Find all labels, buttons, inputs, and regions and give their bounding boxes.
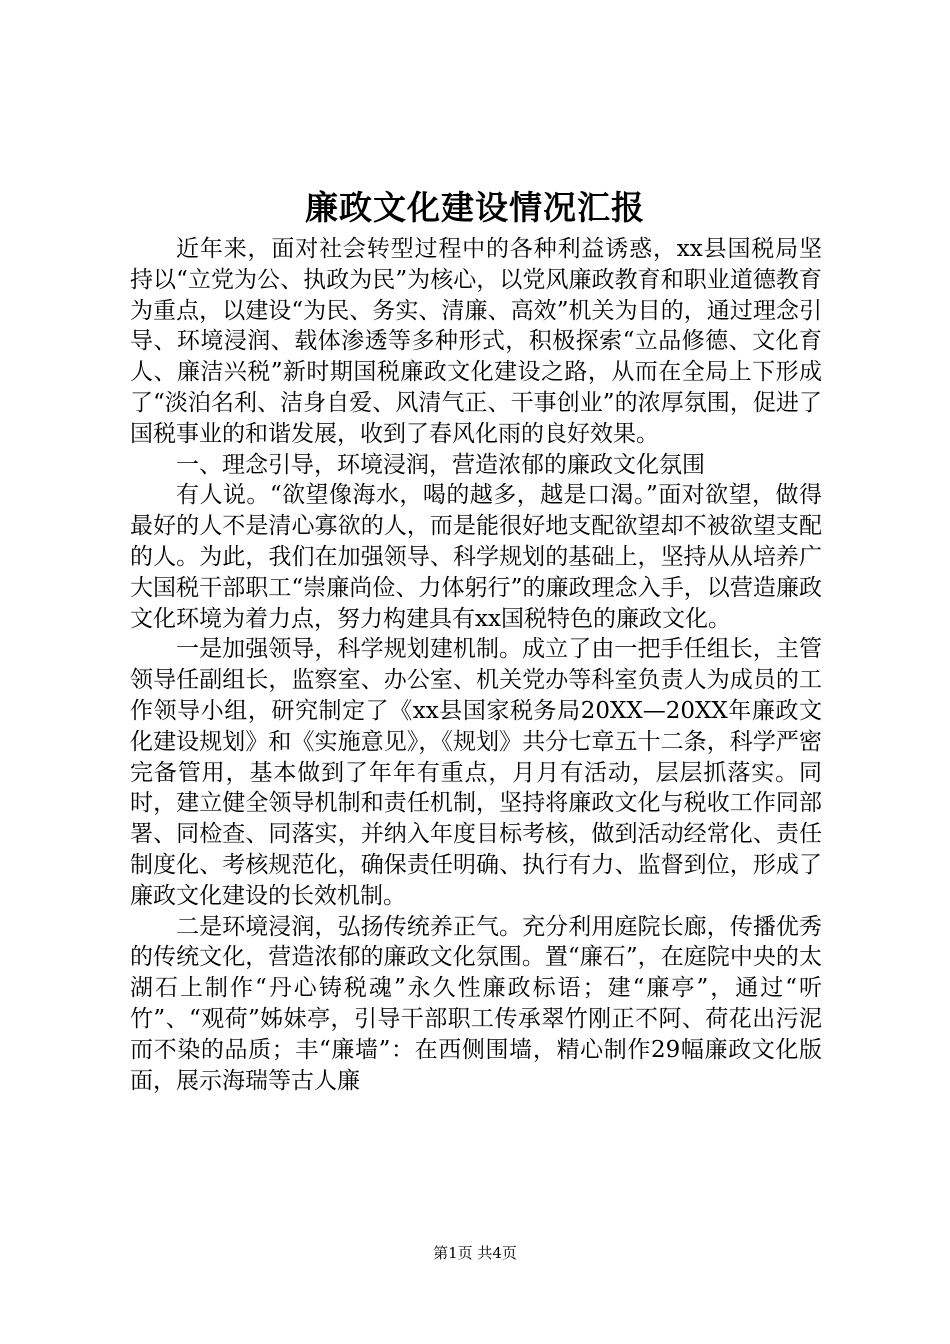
body-paragraph: 一是加强领导，科学规划建机制。成立了由一把手任组长，主管领导任副组长，监察室、办公室、机关党办等科室负责人为成员的工作领导小组，研究制定了《xx县国家税务局20XX—20XX年廉政文化建设规划》和《实施意见》，《规划》共分七章五十二条，科学严密完备管用，基本做到了年年有重点，月月有活动，层层抓落实。同时，建立健全领导机制和责任机制，坚持将廉政文化与税收工作同部署、同检查、同落实，并纳入年度目标考核，做到活动经常化、责任制度化、考核规范化，确保责任明确、执行有力、监督到位，形成了廉政文化建设的长效机制。	[130, 636, 822, 909]
body-paragraph: 有人说。“欲望像海水，喝的越多，越是口渴。”面对欲望，做得最好的人不是清心寡欲的人，而是能很好地支配欲望却不被欲望支配的人。为此，我们在加强领导、科学规划的基础上，坚持从从培养广大国税干部职工“崇廉尚俭、力体躬行”的廉政理念入手，以营造廉政文化环境为着力点，努力构建具有xx国税特色的廉政文化。	[130, 482, 822, 632]
document-title: 廉政文化建设情况汇报	[305, 188, 645, 227]
intro-paragraph: 近年来，面对社会转型过程中的各种利益诱惑，xx县国税局坚持以“立党为公、执政为民”为核心，以党风廉政教育和职业道德教育为重点，以建设“为民、务实、清廉、高效”机关为目的，通过理念引导、环境浸润、载体渗透等多种形式，积极探索“立品修德、文化育人、廉洁兴税”新时期国税廉政文化建设之路，从而在全局上下形成了“淡泊名利、洁身自爱、风清气正、干事创业”的浓厚氛围，促进了国税事业的和谐发展，收到了春风化雨的良好效果。	[130, 236, 822, 447]
page-footer: 第1页 共4页	[433, 1244, 517, 1262]
document-body	[130, 234, 822, 1096]
section-heading: 一、理念引导，环境浸润，营造浓郁的廉政文化氛围	[176, 451, 705, 478]
body-paragraph: 二是环境浸润，弘扬传统养正气。充分利用庭院长廊，传播优秀的传统文化，营造浓郁的廉政文化氛围。置“廉石”，在庭院中央的太湖石上制作“丹心铸税魂”永久性廉政标语；建“廉亭”，通过“听竹”、“观荷”姊妹亭，引导干部职工传承翠竹刚正不阿、荷花出污泥而不染的品质；丰“廉墙”：在西侧围墙，精心制作29幅廉政文化版面，展示海瑞等古人廉	[130, 913, 822, 1094]
